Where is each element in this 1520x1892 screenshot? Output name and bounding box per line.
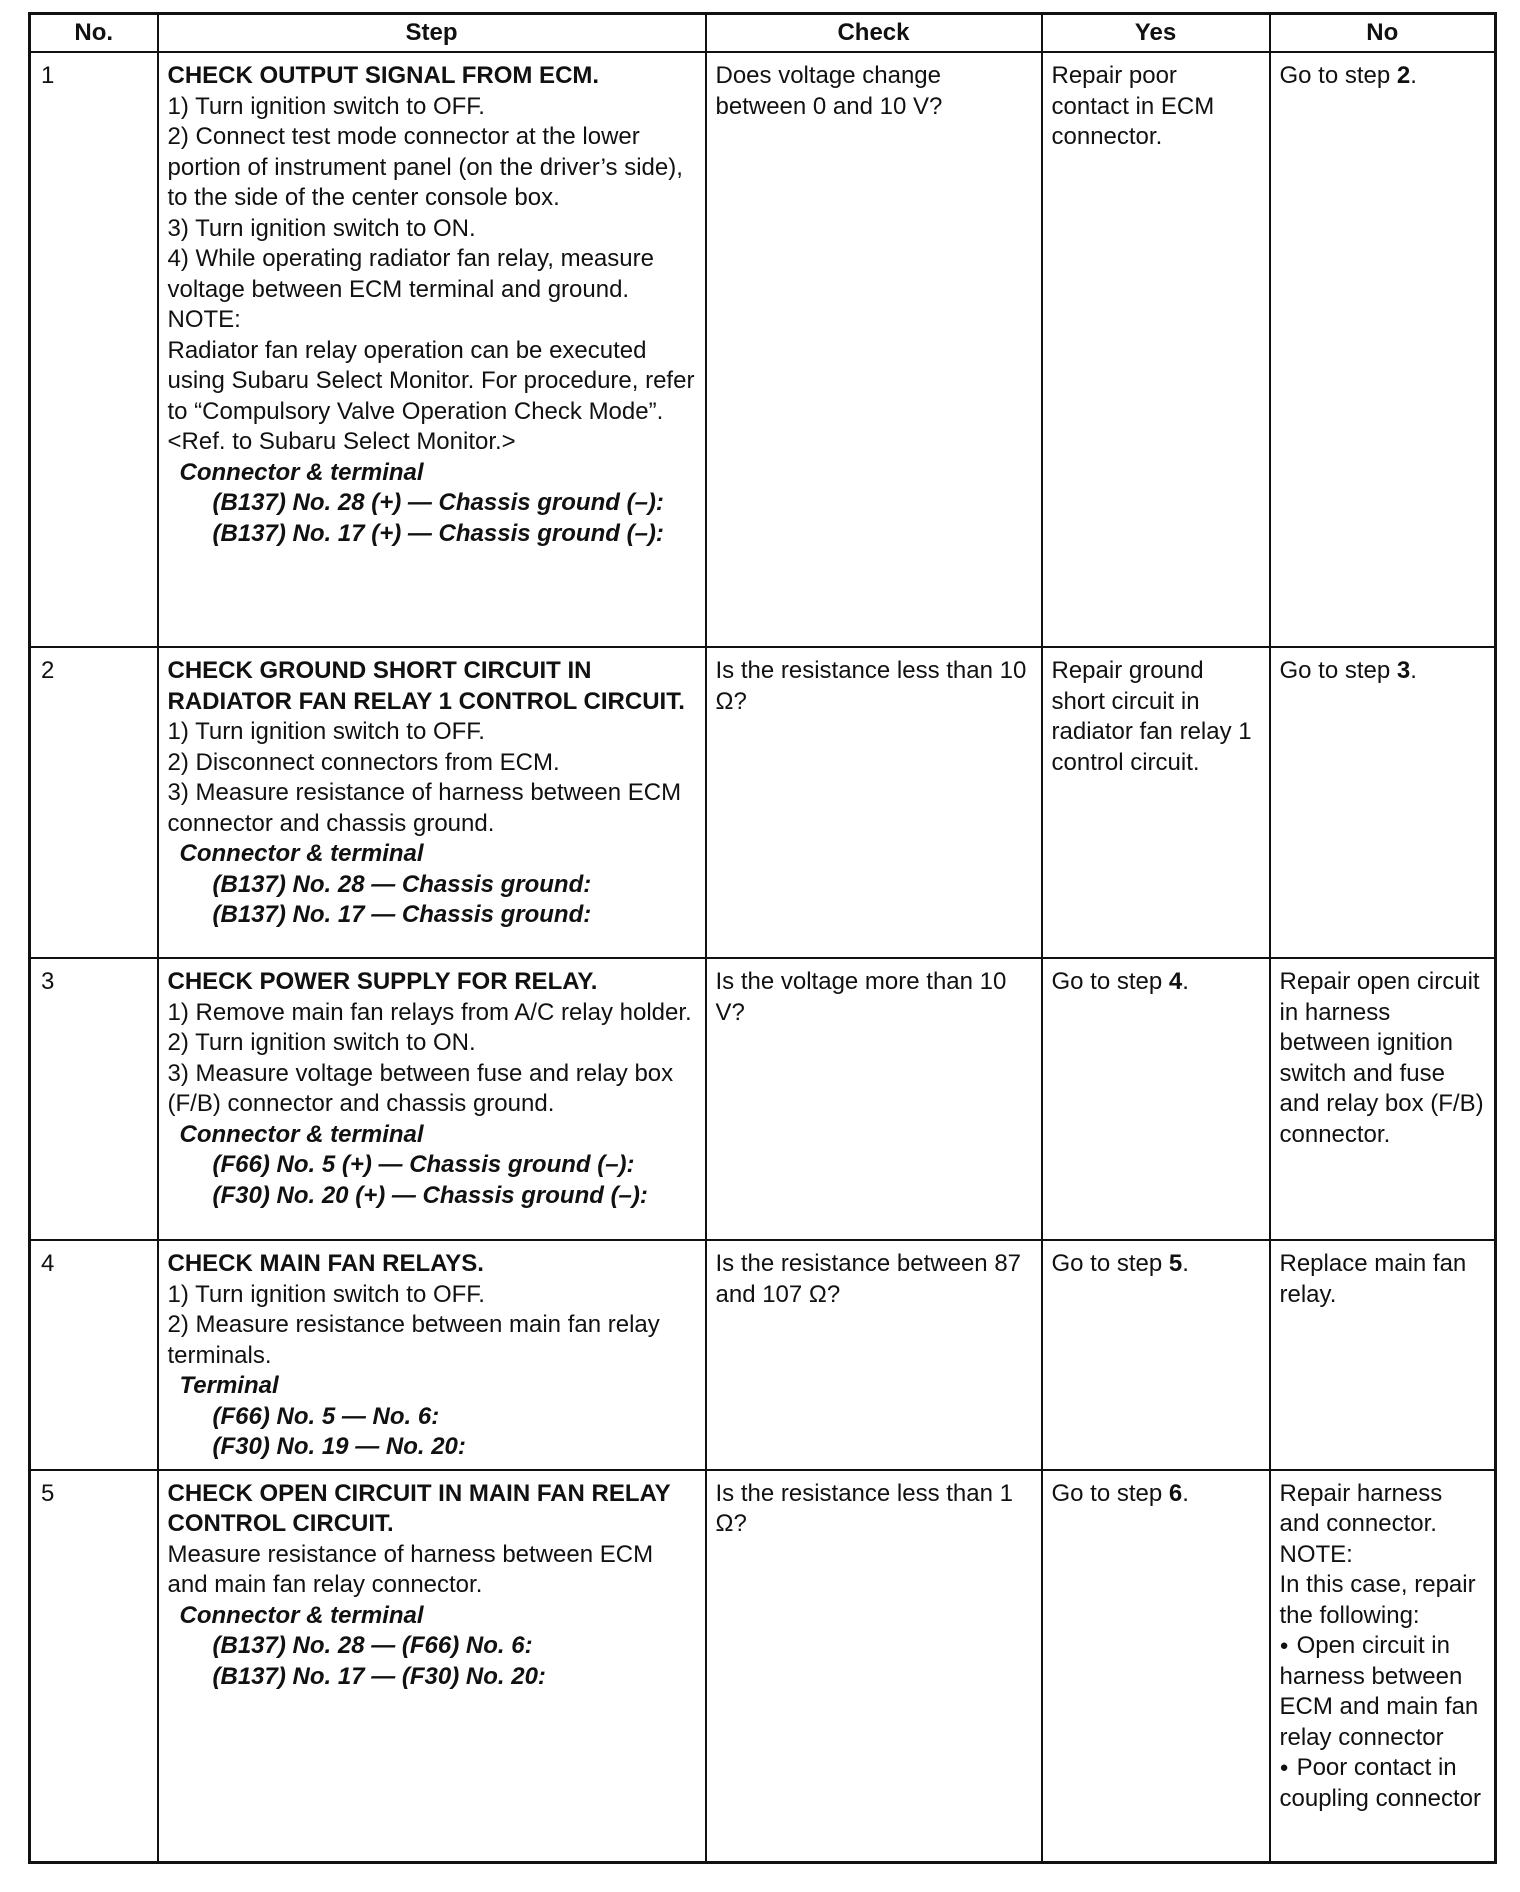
header-yes: Yes: [1042, 14, 1270, 53]
check-cell: Is the voltage more than 10 V?: [706, 958, 1042, 1240]
no-cell: [1270, 52, 1496, 647]
step-line: 3) Turn ignition switch to ON.: [167, 214, 476, 242]
goto-suffix: .: [1182, 968, 1189, 995]
terminal-spec: (F30) No. 19 — No. 20:: [212, 1433, 466, 1460]
step-title: CHECK GROUND SHORT CIRCUIT IN RADIATOR FAN RELAY 1 CONTROL CIRCUIT.: [167, 657, 685, 715]
step-line: 2) Measure resistance between main fan relay terminals.: [167, 1311, 660, 1369]
yes-cell: [1042, 1240, 1270, 1470]
goto-prefix: Go to step: [1051, 1479, 1169, 1507]
goto-step-number: 3: [1396, 657, 1411, 684]
header-no-result: No: [1270, 14, 1496, 53]
no-note-label: NOTE:: [1279, 1540, 1353, 1568]
diagnostic-table-page: [28, 12, 1494, 1864]
connector-label: Connector & terminal: [179, 840, 424, 867]
step-line: 3) Measure voltage between fuse and relay box (F/B) connector and chassis ground.: [167, 1059, 674, 1117]
step-number: 1: [30, 52, 158, 647]
no-cell: [1270, 647, 1496, 958]
step-title: CHECK POWER SUPPLY FOR RELAY.: [167, 968, 598, 995]
step-line: 4) While operating radiator fan relay, measure voltage between ECM terminal and ground.: [167, 245, 654, 303]
step-number: 2: [30, 647, 158, 958]
no-cell: [1270, 1470, 1496, 1863]
terminal-spec: (B137) No. 17 — (F30) No. 20:: [212, 1662, 546, 1690]
goto-prefix: Go to step: [1279, 62, 1397, 89]
goto-prefix: Go to step: [1051, 968, 1169, 995]
goto-suffix: .: [1410, 62, 1417, 89]
goto-step-number: 2: [1396, 62, 1411, 89]
connector-label: Connector & terminal: [179, 1601, 424, 1629]
no-cell: Replace main fan relay.: [1270, 1240, 1496, 1470]
connector-label: Terminal: [179, 1372, 279, 1399]
yes-cell: Repair ground short circuit in radiator fan relay 1 control circuit.: [1042, 647, 1270, 958]
yes-cell: [1042, 1470, 1270, 1863]
check-cell: Is the resistance between 87 and 107 Ω?: [706, 1240, 1042, 1470]
terminal-spec: (B137) No. 28 (+) — Chassis ground (–):: [212, 489, 664, 516]
no-line: Repair harness and connector.: [1279, 1479, 1443, 1537]
diagnostic-table: [28, 12, 1497, 1864]
check-cell: Is the resistance less than 1 Ω?: [706, 1470, 1042, 1863]
table-row: [30, 1240, 1496, 1470]
step-note-label: NOTE:: [167, 306, 241, 333]
step-number: 4: [30, 1240, 158, 1470]
header-step: Step: [158, 14, 706, 53]
terminal-spec: (B137) No. 17 (+) — Chassis ground (–):: [212, 519, 664, 547]
connector-label: Connector & terminal: [179, 1120, 424, 1148]
step-line: 3) Measure resistance of harness between ECM connector and chassis ground.: [167, 779, 682, 837]
goto-suffix: .: [1410, 657, 1417, 684]
terminal-spec: (B137) No. 28 — Chassis ground:: [212, 870, 592, 898]
header-no: No.: [30, 14, 158, 53]
goto-suffix: .: [1182, 1479, 1189, 1507]
step-line: Measure resistance of harness between ECM and main fan relay connector.: [167, 1540, 654, 1598]
step-number: 3: [30, 958, 158, 1240]
table-row: [30, 52, 1496, 647]
no-bullet-item: ● Poor contact in coupling connector: [1280, 1753, 1486, 1814]
step-line: 2) Disconnect connectors from ECM.: [167, 748, 560, 776]
step-line: 2) Connect test mode connector at the lower portion of instrument panel (on the driver’s side), to the side of the center console box.: [167, 123, 683, 211]
step-cell: [158, 1470, 706, 1863]
table-row: [30, 1470, 1496, 1863]
step-cell: [158, 1240, 706, 1470]
yes-cell: [1042, 958, 1270, 1240]
step-cell: [158, 52, 706, 647]
step-note-text: Radiator fan relay operation can be executed using Subaru Select Monitor. For procedure, refer to “Compulsory Valve Operation Check Mode”. <Ref. to Subaru Select Monitor.>: [167, 336, 695, 455]
check-cell: Is the resistance less than 10 Ω?: [706, 647, 1042, 958]
table-row: [30, 647, 1496, 958]
step-number: 5: [30, 1470, 158, 1863]
table-row: [30, 958, 1496, 1240]
no-bullet-item: ● Open circuit in harness between ECM and main fan relay connector: [1280, 1631, 1486, 1753]
table-header-row: [30, 14, 1496, 53]
step-cell: [158, 958, 706, 1240]
goto-prefix: Go to step: [1051, 1250, 1169, 1277]
header-check: Check: [706, 14, 1042, 53]
step-line: 2) Turn ignition switch to ON.: [167, 1029, 476, 1056]
goto-suffix: .: [1182, 1250, 1189, 1277]
step-cell: [158, 647, 706, 958]
yes-cell: Repair poor contact in ECM connector.: [1042, 52, 1270, 647]
terminal-spec: (F66) No. 5 — No. 6:: [212, 1402, 440, 1430]
step-line: 1) Turn ignition switch to OFF.: [167, 1280, 485, 1308]
goto-step-number: 6: [1168, 1479, 1183, 1507]
goto-step-number: 4: [1168, 968, 1183, 995]
no-cell: Repair open circuit in harness between ignition switch and fuse and relay box (F/B) connector.: [1270, 958, 1496, 1240]
step-line: 1) Turn ignition switch to OFF.: [167, 718, 485, 745]
step-title: CHECK MAIN FAN RELAYS.: [167, 1250, 484, 1277]
goto-step-number: 5: [1168, 1250, 1183, 1277]
step-line: 1) Remove main fan relays from A/C relay holder.: [167, 998, 692, 1026]
goto-prefix: Go to step: [1279, 657, 1397, 684]
step-title: CHECK OUTPUT SIGNAL FROM ECM.: [167, 62, 600, 89]
step-line: 1) Turn ignition switch to OFF.: [167, 92, 485, 120]
terminal-spec: (B137) No. 28 — (F66) No. 6:: [212, 1632, 533, 1659]
check-cell: Does voltage change between 0 and 10 V?: [706, 52, 1042, 647]
terminal-spec: (F66) No. 5 (+) — Chassis ground (–):: [212, 1151, 635, 1178]
step-title: CHECK OPEN CIRCUIT IN MAIN FAN RELAY CONTROL CIRCUIT.: [167, 1479, 671, 1537]
connector-label: Connector & terminal: [179, 458, 424, 486]
no-note-text: In this case, repair the following:: [1279, 1571, 1476, 1629]
terminal-spec: (F30) No. 20 (+) — Chassis ground (–):: [212, 1181, 648, 1209]
terminal-spec: (B137) No. 17 — Chassis ground:: [212, 901, 592, 928]
